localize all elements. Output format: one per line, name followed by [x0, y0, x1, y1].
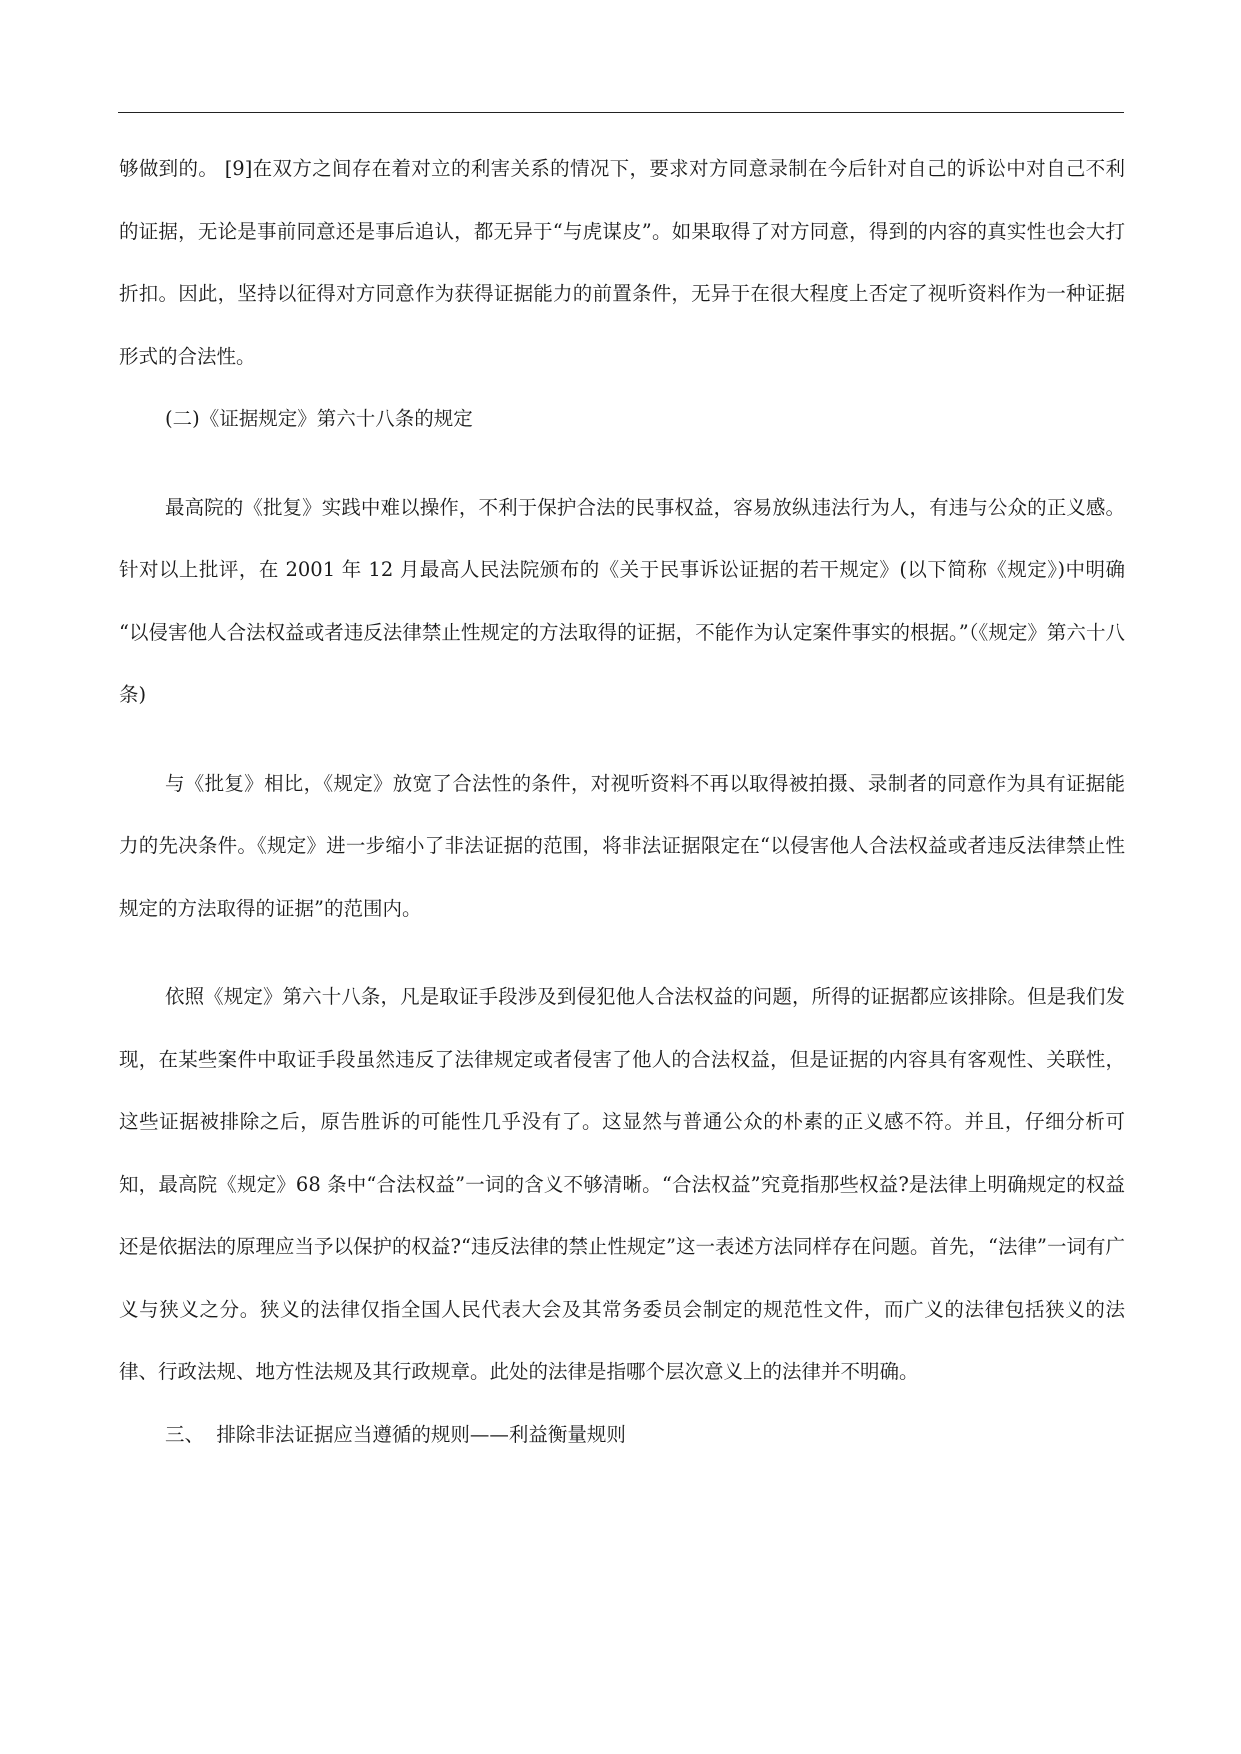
- text-line: 行政规章。此处的法律是指哪个层次意义上的法律并不明确。: [392, 1360, 919, 1383]
- document-body: [119, 138, 1125, 1466]
- paragraph: [119, 477, 1125, 727]
- text-line: 依照《规定》第六十八条，凡是取证手段涉及到侵犯他人合法权益的问题，所得的证据都应该排除。: [165, 985, 1028, 1008]
- header-rule: [118, 112, 1124, 113]
- section-heading: 三、 排除非法证据应当遵循的规则——利益衡量规则: [165, 1422, 626, 1446]
- text-line: 益”究竟指那些权益?是法律上明确规定的权益还是依据法的原理应当予以保护的权益?“违反法律的禁止: [119, 1172, 1125, 1258]
- text-line: 程度上否定了视听资料作为一种证据形式的合法性。: [119, 282, 1125, 368]
- text-line: 代表大会及其常务委员会制定的规范性文件，而广义的法律包括狭义的法律、行政法规、地方性法规及其: [119, 1297, 1125, 1383]
- text-line: 案件事实的根据。”（《规定》第六十八条): [119, 620, 1125, 706]
- section-heading: (二)《证据规定》第六十八条的规定: [165, 407, 473, 430]
- text-line: 正义感不符。并且，仔细分析可知，最高院《规定》68 条中“合法权益”一词的含义不够清晰。“合法权: [119, 1110, 1125, 1196]
- text-line: 具有证据能力的先决条件。《规定》进一步缩小了非法证据的范围，将非法证据限定在“以侵害他人合法: [119, 771, 1125, 857]
- text-line: 但是我们发现，在某些案件中取证手段虽然违反了法律规定或者侵害了他人的合法权益，但是证据的内容: [119, 985, 1125, 1071]
- text-line: 的内容的真实性也会大打折扣。因此，坚持以征得对方同意作为获得证据能力的前置条件，无异于在很大: [119, 219, 1125, 305]
- text-line: 具有客观性、关联性，这些证据被排除之后，原告胜诉的可能性几乎没有了。这显然与普通公众的朴素的: [119, 1047, 1125, 1133]
- text-line: 对自己不利的证据，无论是事前同意还是事后追认，都无异于“与虎谋皮”。如果取得了对方同意，得到: [119, 157, 1125, 243]
- text-line: 的正义感。针对以上批评，在 2001 年 12 月最高人民法院颁布的《关于民事诉讼证据的若干规定》(以下: [119, 495, 1125, 581]
- text-line: 权益或者违反法律禁止性规定的方法取得的证据”的范围内。: [119, 834, 1125, 920]
- text-line: 性规定”这一表述方法同样存在问题。首先，“法律”一词有广义与狭义之分。狭义的法律仅指全国人民: [119, 1235, 1125, 1321]
- text-line: 够做到的。 [9]在双方之间存在着对立的利害关系的情况下，要求对方同意录制在今后针对自己的诉讼中: [119, 157, 1027, 180]
- paragraph: [119, 753, 1125, 941]
- paragraph-continuation: [119, 138, 1125, 388]
- paragraph: [119, 966, 1125, 1404]
- text-line: 与《批复》相比，《规定》放宽了合法性的条件，对视听资料不再以取得被拍摄、录制者的同意作为: [165, 771, 1027, 795]
- text-line: 最高院的《批复》实践中难以操作，不利于保护合法的民事权益，容易放纵违法行为人，有违与公众: [165, 495, 1028, 519]
- text-line: 简称《规定》)中明确 “以侵害他人合法权益或者违反法律禁止性规定的方法取得的证据，不能作为认定: [119, 558, 1126, 644]
